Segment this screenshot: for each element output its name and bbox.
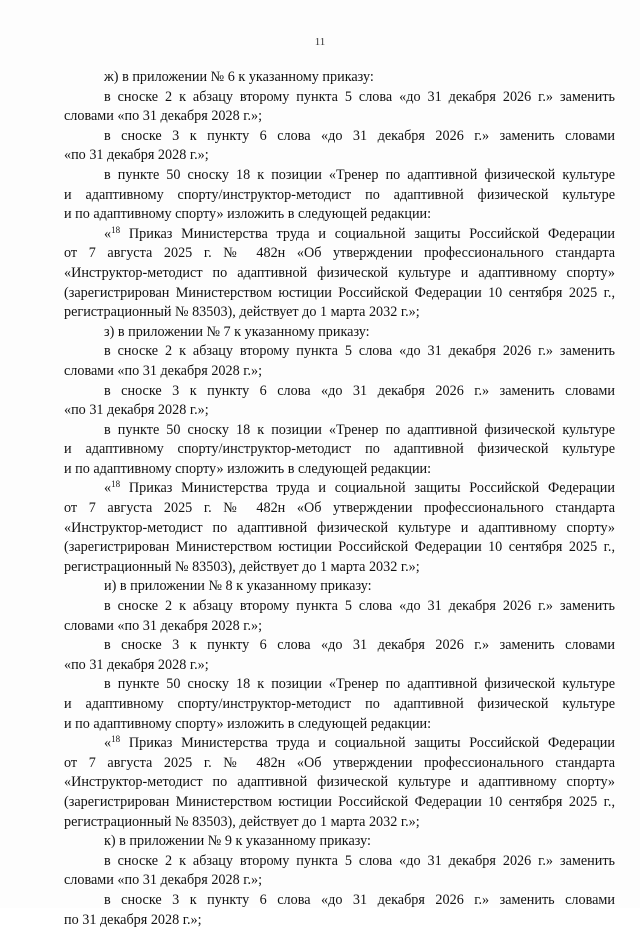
text-line: в сноске 3 к пункту 6 слова «до 31 декабря 2026 г.» заменить словами xyxy=(104,382,615,399)
text-line: от 7 августа 2025 г. № 482н «Об утверждении профессионального стандарта xyxy=(64,500,615,517)
text-line: и адаптивному спорту/инструктор-методист по адаптивной физической культуре xyxy=(64,441,615,458)
line-text: Приказ Министерства труда и социальной защиты Российской Федерации xyxy=(120,735,615,752)
page-number: 11 xyxy=(314,36,326,48)
text-line: «Инструктор-методист по адаптивной физической культуре и адаптивному спорту» xyxy=(64,264,615,281)
text-line: «Инструктор-методист по адаптивной физической культуре и адаптивному спорту» xyxy=(64,774,615,791)
text-line: в сноске 3 к пункту 6 слова «до 31 декабря 2026 г.» заменить словами xyxy=(104,127,615,144)
text-line: в сноске 3 к пункту 6 слова «до 31 декабря 2026 г.» заменить словами xyxy=(104,637,615,654)
text-line xyxy=(64,734,615,754)
text-line: и по адаптивному спорту» изложить в следующей редакции: xyxy=(64,460,432,477)
text-line: регистрационный № 83503), действует до 1 марта 2032 г.»; xyxy=(64,304,420,321)
text-line: словами «по 31 декабря 2028 г.»; xyxy=(64,617,263,634)
text-line: и адаптивному спорту/инструктор-методист по адаптивной физической культуре xyxy=(64,186,615,203)
text-line: в сноске 2 к абзацу второму пункта 5 слова «до 31 декабря 2026 г.» заменить xyxy=(104,598,615,615)
text-line: регистрационный № 83503), действует до 1 марта 2032 г.»; xyxy=(64,813,420,830)
text-line: от 7 августа 2025 г. № 482н «Об утверждении профессионального стандарта xyxy=(64,754,615,771)
text-line: «по 31 декабря 2028 г.»; xyxy=(64,402,209,419)
text-line: ж) в приложении № 6 к указанному приказу: xyxy=(104,69,374,85)
quote-mark: « xyxy=(104,225,112,242)
text-line: и) в приложении № 8 к указанному приказу: xyxy=(104,578,372,595)
text-line: и по адаптивному спорту» изложить в следующей редакции: xyxy=(64,715,432,732)
text-line: в пункте 50 сноску 18 к позиции «Тренер по адаптивной физической культуре xyxy=(104,166,615,183)
text-line: «по 31 декабря 2028 г.»; xyxy=(64,656,209,673)
text-line: в сноске 3 к пункту 6 слова «до 31 декабря 2026 г.» заменить словами xyxy=(104,891,615,908)
text-line: в сноске 2 к абзацу второму пункта 5 слова «до 31 декабря 2026 г.» заменить xyxy=(104,852,615,869)
text-line: з) в приложении № 7 к указанному приказу: xyxy=(104,323,370,340)
text-line: к) в приложении № 9 к указанному приказу: xyxy=(104,833,371,850)
text-line: и по адаптивному спорту» изложить в следующей редакции: xyxy=(64,206,432,223)
text-line xyxy=(64,479,615,499)
footnote-marker: 18 xyxy=(111,479,121,490)
footnote-marker: 18 xyxy=(111,224,121,235)
text-line xyxy=(64,225,615,245)
text-line: регистрационный № 83503), действует до 1 марта 2032 г.»; xyxy=(64,558,420,575)
text-line: (зарегистрирован Министерством юстиции Российской Федерации 10 сентября 2025 г., xyxy=(64,793,615,810)
text-line: в пункте 50 сноску 18 к позиции «Тренер по адаптивной физической культуре xyxy=(104,421,615,438)
text-line: в сноске 2 к абзацу второму пункта 5 слова «до 31 декабря 2026 г.» заменить xyxy=(104,88,615,105)
text-line: по 31 декабря 2028 г.»; xyxy=(64,911,202,928)
quote-mark: « xyxy=(104,480,112,497)
text-line: словами «по 31 декабря 2028 г.»; xyxy=(64,108,263,125)
text-line: в сноске 2 к абзацу второму пункта 5 слова «до 31 декабря 2026 г.» заменить xyxy=(104,343,615,360)
text-line: в пункте 50 сноску 18 к позиции «Тренер по адаптивной физической культуре xyxy=(104,676,615,693)
text-line: от 7 августа 2025 г. № 482н «Об утверждении профессионального стандарта xyxy=(64,245,615,262)
document-body xyxy=(64,68,615,930)
line-text: Приказ Министерства труда и социальной защиты Российской Федерации xyxy=(120,480,615,497)
text-line: и адаптивному спорту/инструктор-методист по адаптивной физической культуре xyxy=(64,696,615,712)
text-line: (зарегистрирован Министерством юстиции Российской Федерации 10 сентября 2025 г., xyxy=(64,539,615,556)
quote-mark: « xyxy=(104,735,112,752)
text-line: (зарегистрирован Министерством юстиции Российской Федерации 10 сентября 2025 г., xyxy=(64,284,615,301)
text-line: «Инструктор-методист по адаптивной физической культуре и адаптивному спорту» xyxy=(64,519,615,536)
footnote-marker: 18 xyxy=(111,734,121,745)
text-line: словами «по 31 декабря 2028 г.»; xyxy=(64,362,263,379)
text-line: «по 31 декабря 2028 г.»; xyxy=(64,147,209,164)
text-line: словами «по 31 декабря 2028 г.»; xyxy=(64,872,263,889)
line-text: Приказ Министерства труда и социальной защиты Российской Федерации xyxy=(120,225,615,242)
